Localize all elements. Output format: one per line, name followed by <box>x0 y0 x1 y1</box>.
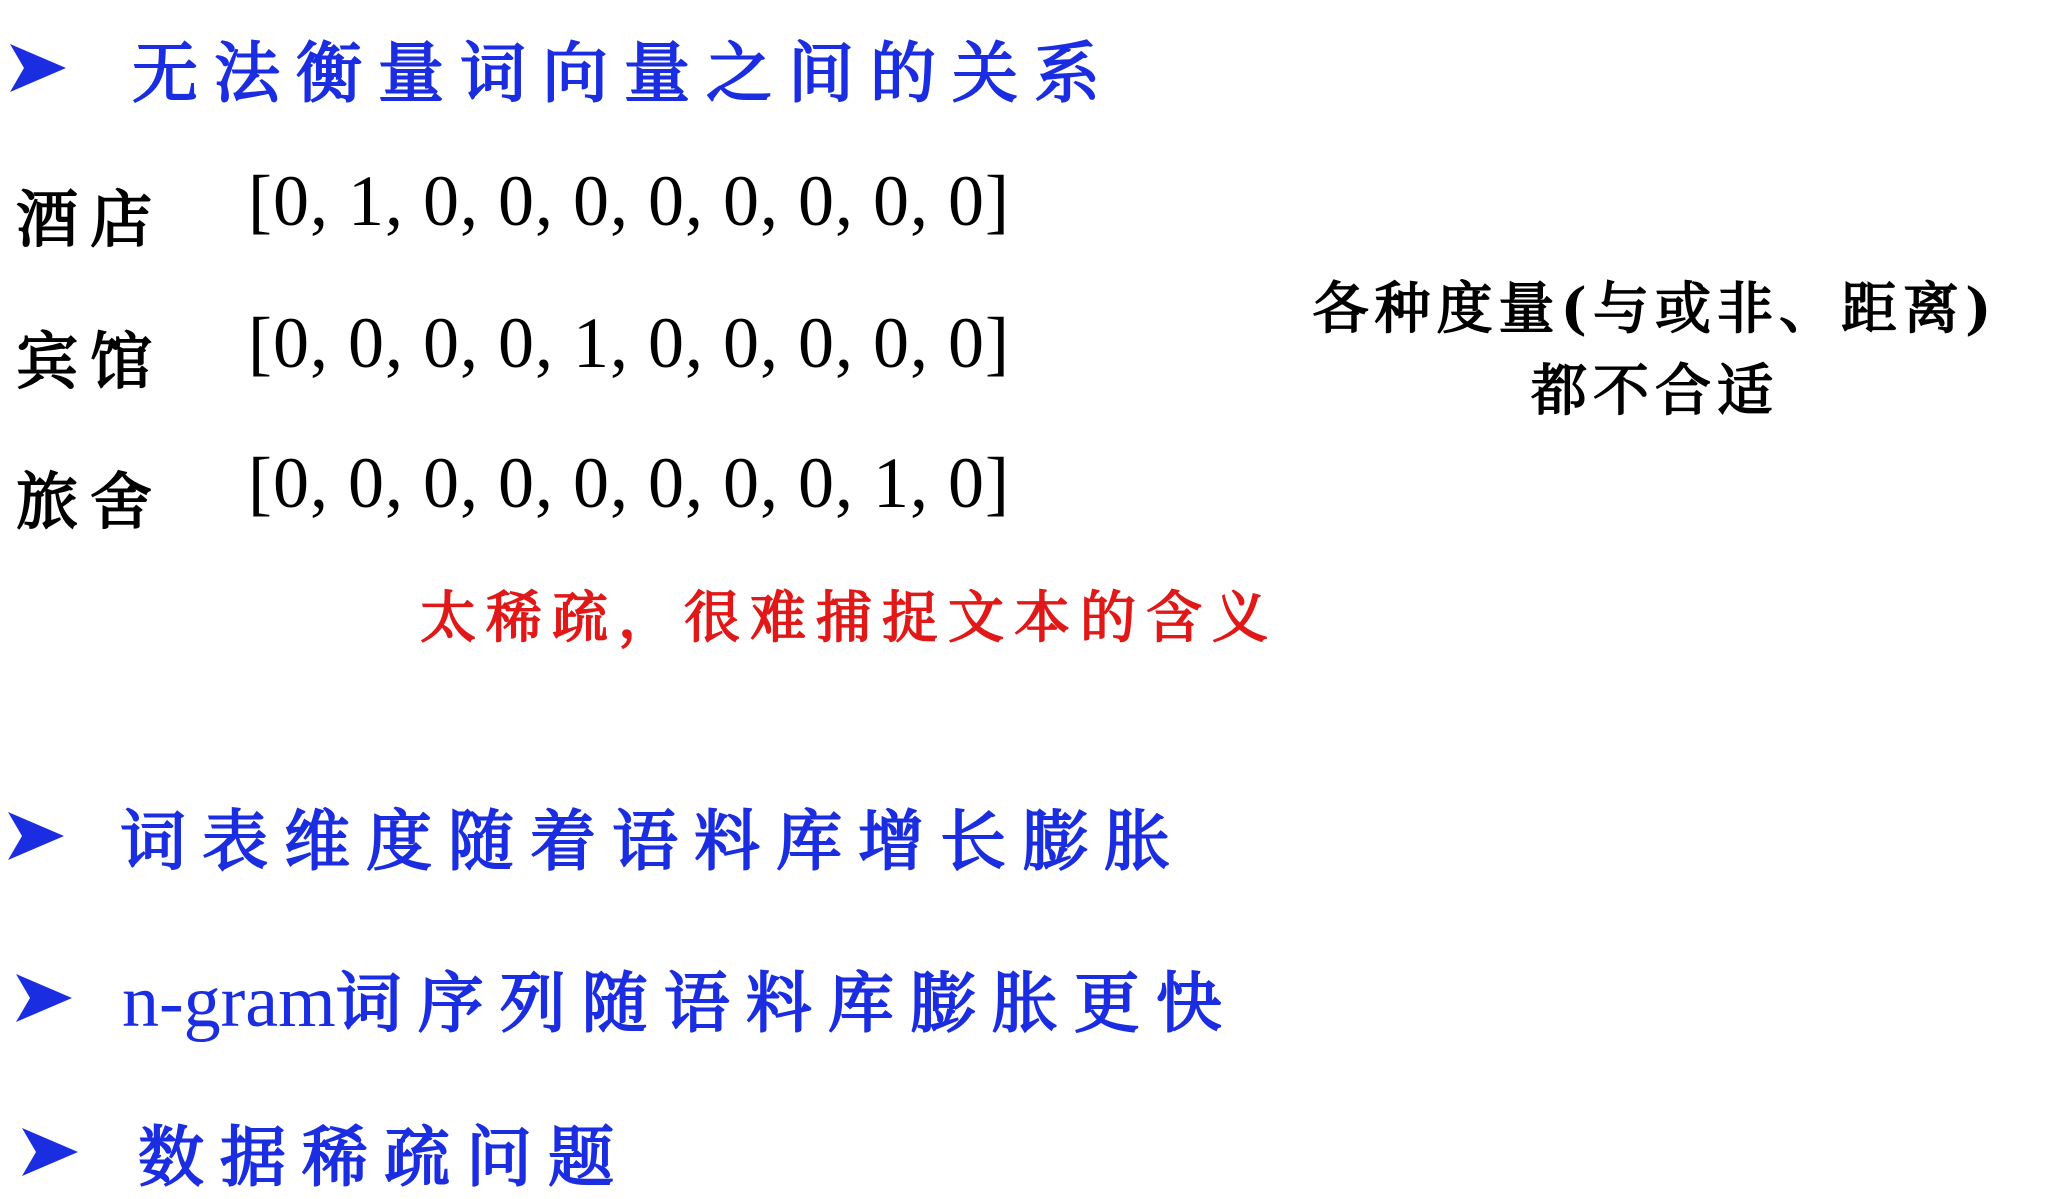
arrow-bullet-icon <box>18 1120 82 1184</box>
vector-row <box>16 170 164 259</box>
bullet-text: 词序列随语料库膨胀更快 <box>335 964 1238 1042</box>
bullet-item-1 <box>6 20 1116 115</box>
bullet-text: 无法衡量词向量之间的关系 <box>132 34 1116 112</box>
metric-note-line-1: 各种度量(与或非、距离) <box>1312 276 1998 342</box>
one-hot-vector: [0, 0, 0, 0, 1, 0, 0, 0, 0, 0] <box>248 303 1010 383</box>
sparse-note: 太稀疏，很难捕捉文本的含义 <box>420 585 1278 651</box>
word-label: 宾馆 <box>16 325 165 398</box>
one-hot-vector: [0, 0, 0, 0, 0, 0, 0, 0, 1, 0] <box>248 443 1010 523</box>
arrow-bullet-icon <box>12 966 76 1030</box>
word-label: 旅舍 <box>16 465 165 538</box>
bullet-item-3 <box>12 950 1238 1045</box>
bullet-item-2 <box>4 788 1186 883</box>
one-hot-vector: [0, 1, 0, 0, 0, 0, 0, 0, 0, 0] <box>248 161 1010 241</box>
arrow-bullet-icon <box>6 36 70 100</box>
arrow-bullet-icon <box>4 804 68 868</box>
vector-row <box>16 452 164 541</box>
bullet-text: 词表维度随着语料库增长膨胀 <box>120 802 1186 880</box>
ngram-prefix: n-gram <box>122 961 336 1043</box>
metric-note-line-2: 都不合适 <box>1531 358 1779 424</box>
bullet-text: 数据稀疏问题 <box>138 1118 630 1196</box>
bullet-item-4 <box>18 1104 630 1199</box>
metric-note <box>1250 268 2060 432</box>
word-label: 酒店 <box>16 183 165 256</box>
vector-row <box>16 312 164 401</box>
